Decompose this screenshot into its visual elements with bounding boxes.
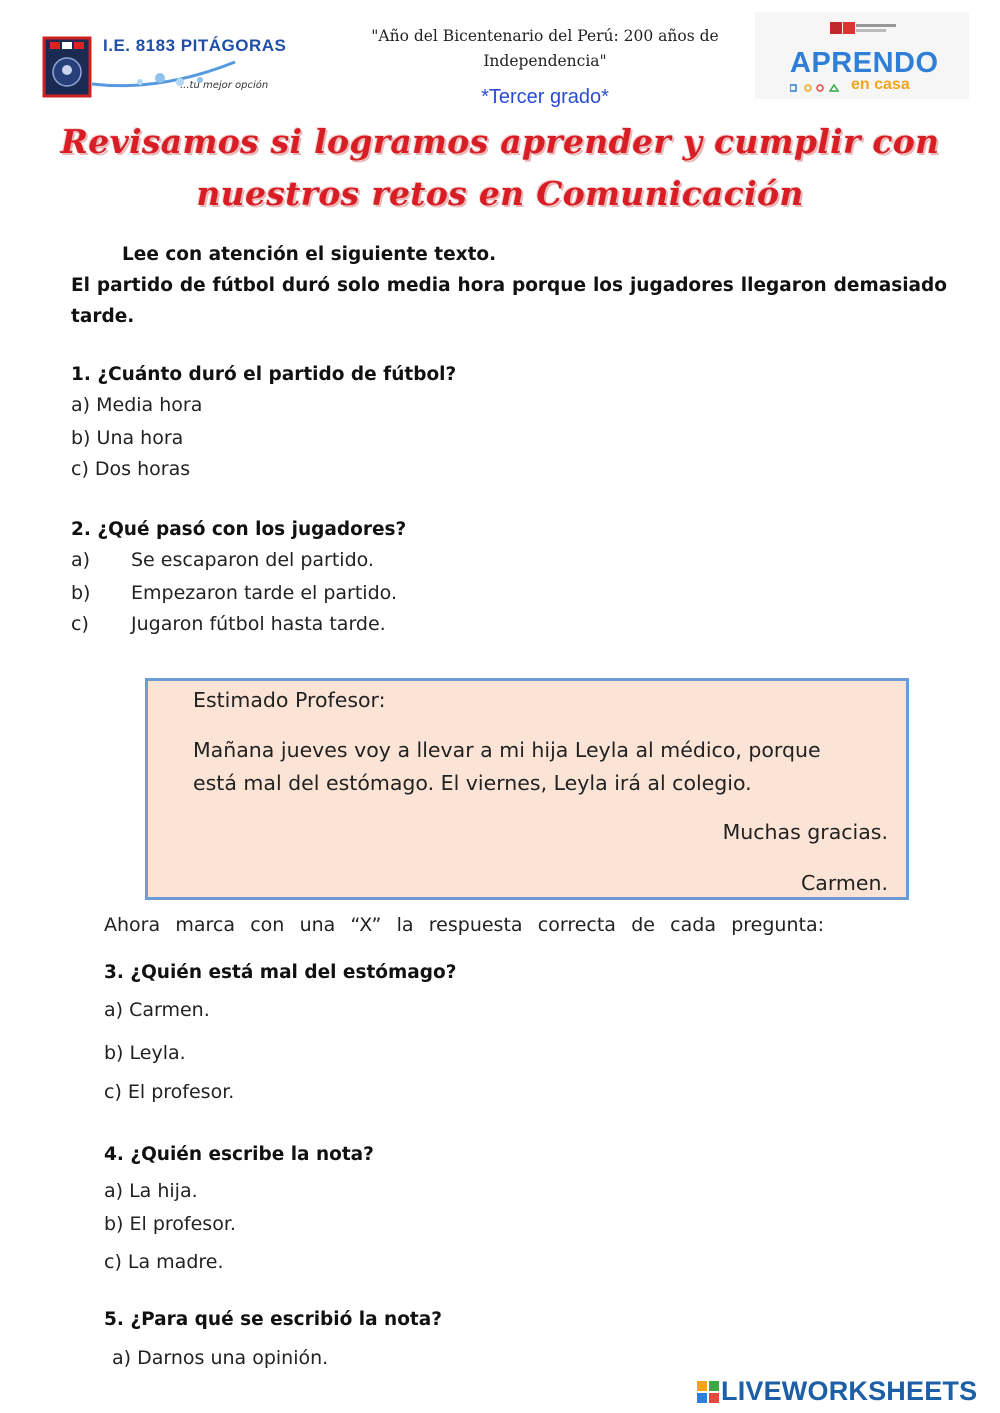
q4-option-a[interactable]: a) La hija.	[104, 1180, 198, 1202]
question-3: 3. ¿Quién está mal del estómago?	[104, 962, 457, 983]
q1-option-c[interactable]: c) Dos horas	[71, 458, 191, 480]
q1-option-a[interactable]: a) Media hora	[71, 394, 203, 416]
reading-text: El partido de fútbol duró solo media hora porque los jugadores llegaron demasiado tarde.	[71, 275, 947, 327]
color-shapes-icon	[790, 83, 850, 93]
note-closing: Muchas gracias.	[722, 820, 888, 844]
q4-option-c[interactable]: c) La madre.	[104, 1251, 224, 1273]
liveworksheets-logo-icon	[697, 1381, 719, 1403]
page-title: Revisamos si logramos aprender y cumplir con nuestros retos en Comunicación	[60, 122, 940, 213]
school-name: I.E. 8183 PITÁGORAS	[103, 36, 287, 55]
q2-option-c[interactable]: c) Jugaron fútbol hasta tarde.	[71, 613, 386, 635]
note-signature: Carmen.	[800, 871, 888, 895]
q3-option-b[interactable]: b) Leyla.	[104, 1042, 186, 1064]
liveworksheets-text: LIVEWORKSHEETS	[721, 1376, 978, 1406]
q3-option-a[interactable]: a) Carmen.	[104, 999, 210, 1021]
q5-option-a[interactable]: a) Darnos una opinión.	[112, 1347, 329, 1369]
question-1: 1. ¿Cuánto duró el partido de fútbol?	[71, 364, 457, 385]
grade-label: *Tercer grado*	[481, 86, 609, 108]
year-motto: "Año del Bicentenario del Perú: 200 años de Independencia"	[371, 27, 719, 70]
note-body-line-2: está mal del estómago. El viernes, Leyla irá al colegio.	[193, 771, 752, 795]
aprendo-title: APRENDO	[790, 47, 939, 79]
question-5: 5. ¿Para qué se escribió la nota?	[104, 1309, 442, 1330]
note-greeting: Estimado Profesor:	[193, 688, 386, 712]
q3-option-c[interactable]: c) El profesor.	[104, 1081, 235, 1103]
note-body-line-1: Mañana jueves voy a llevar a mi hija Leyla al médico, porque	[193, 738, 821, 762]
question-2: 2. ¿Qué pasó con los jugadores?	[71, 519, 407, 540]
q2-option-b[interactable]: b) Empezaron tarde el partido.	[71, 582, 397, 604]
q4-option-b[interactable]: b) El profesor.	[104, 1213, 236, 1235]
answer-instruction: Ahora marca con una “X” la respuesta correcta de cada pregunta:	[104, 914, 824, 936]
q1-option-b[interactable]: b) Una hora	[71, 427, 184, 449]
reading-instruction: Lee con atención el siguiente texto.	[122, 244, 497, 265]
ministry-badge-icon	[830, 20, 900, 36]
q2-option-a[interactable]: a) Se escaparon del partido.	[71, 549, 374, 571]
liveworksheets-watermark	[697, 1376, 977, 1407]
question-4: 4. ¿Quién escribe la nota?	[104, 1144, 374, 1165]
aprendo-subtitle: en casa	[851, 76, 910, 93]
school-slogan: ...tu mejor opción	[180, 80, 269, 91]
